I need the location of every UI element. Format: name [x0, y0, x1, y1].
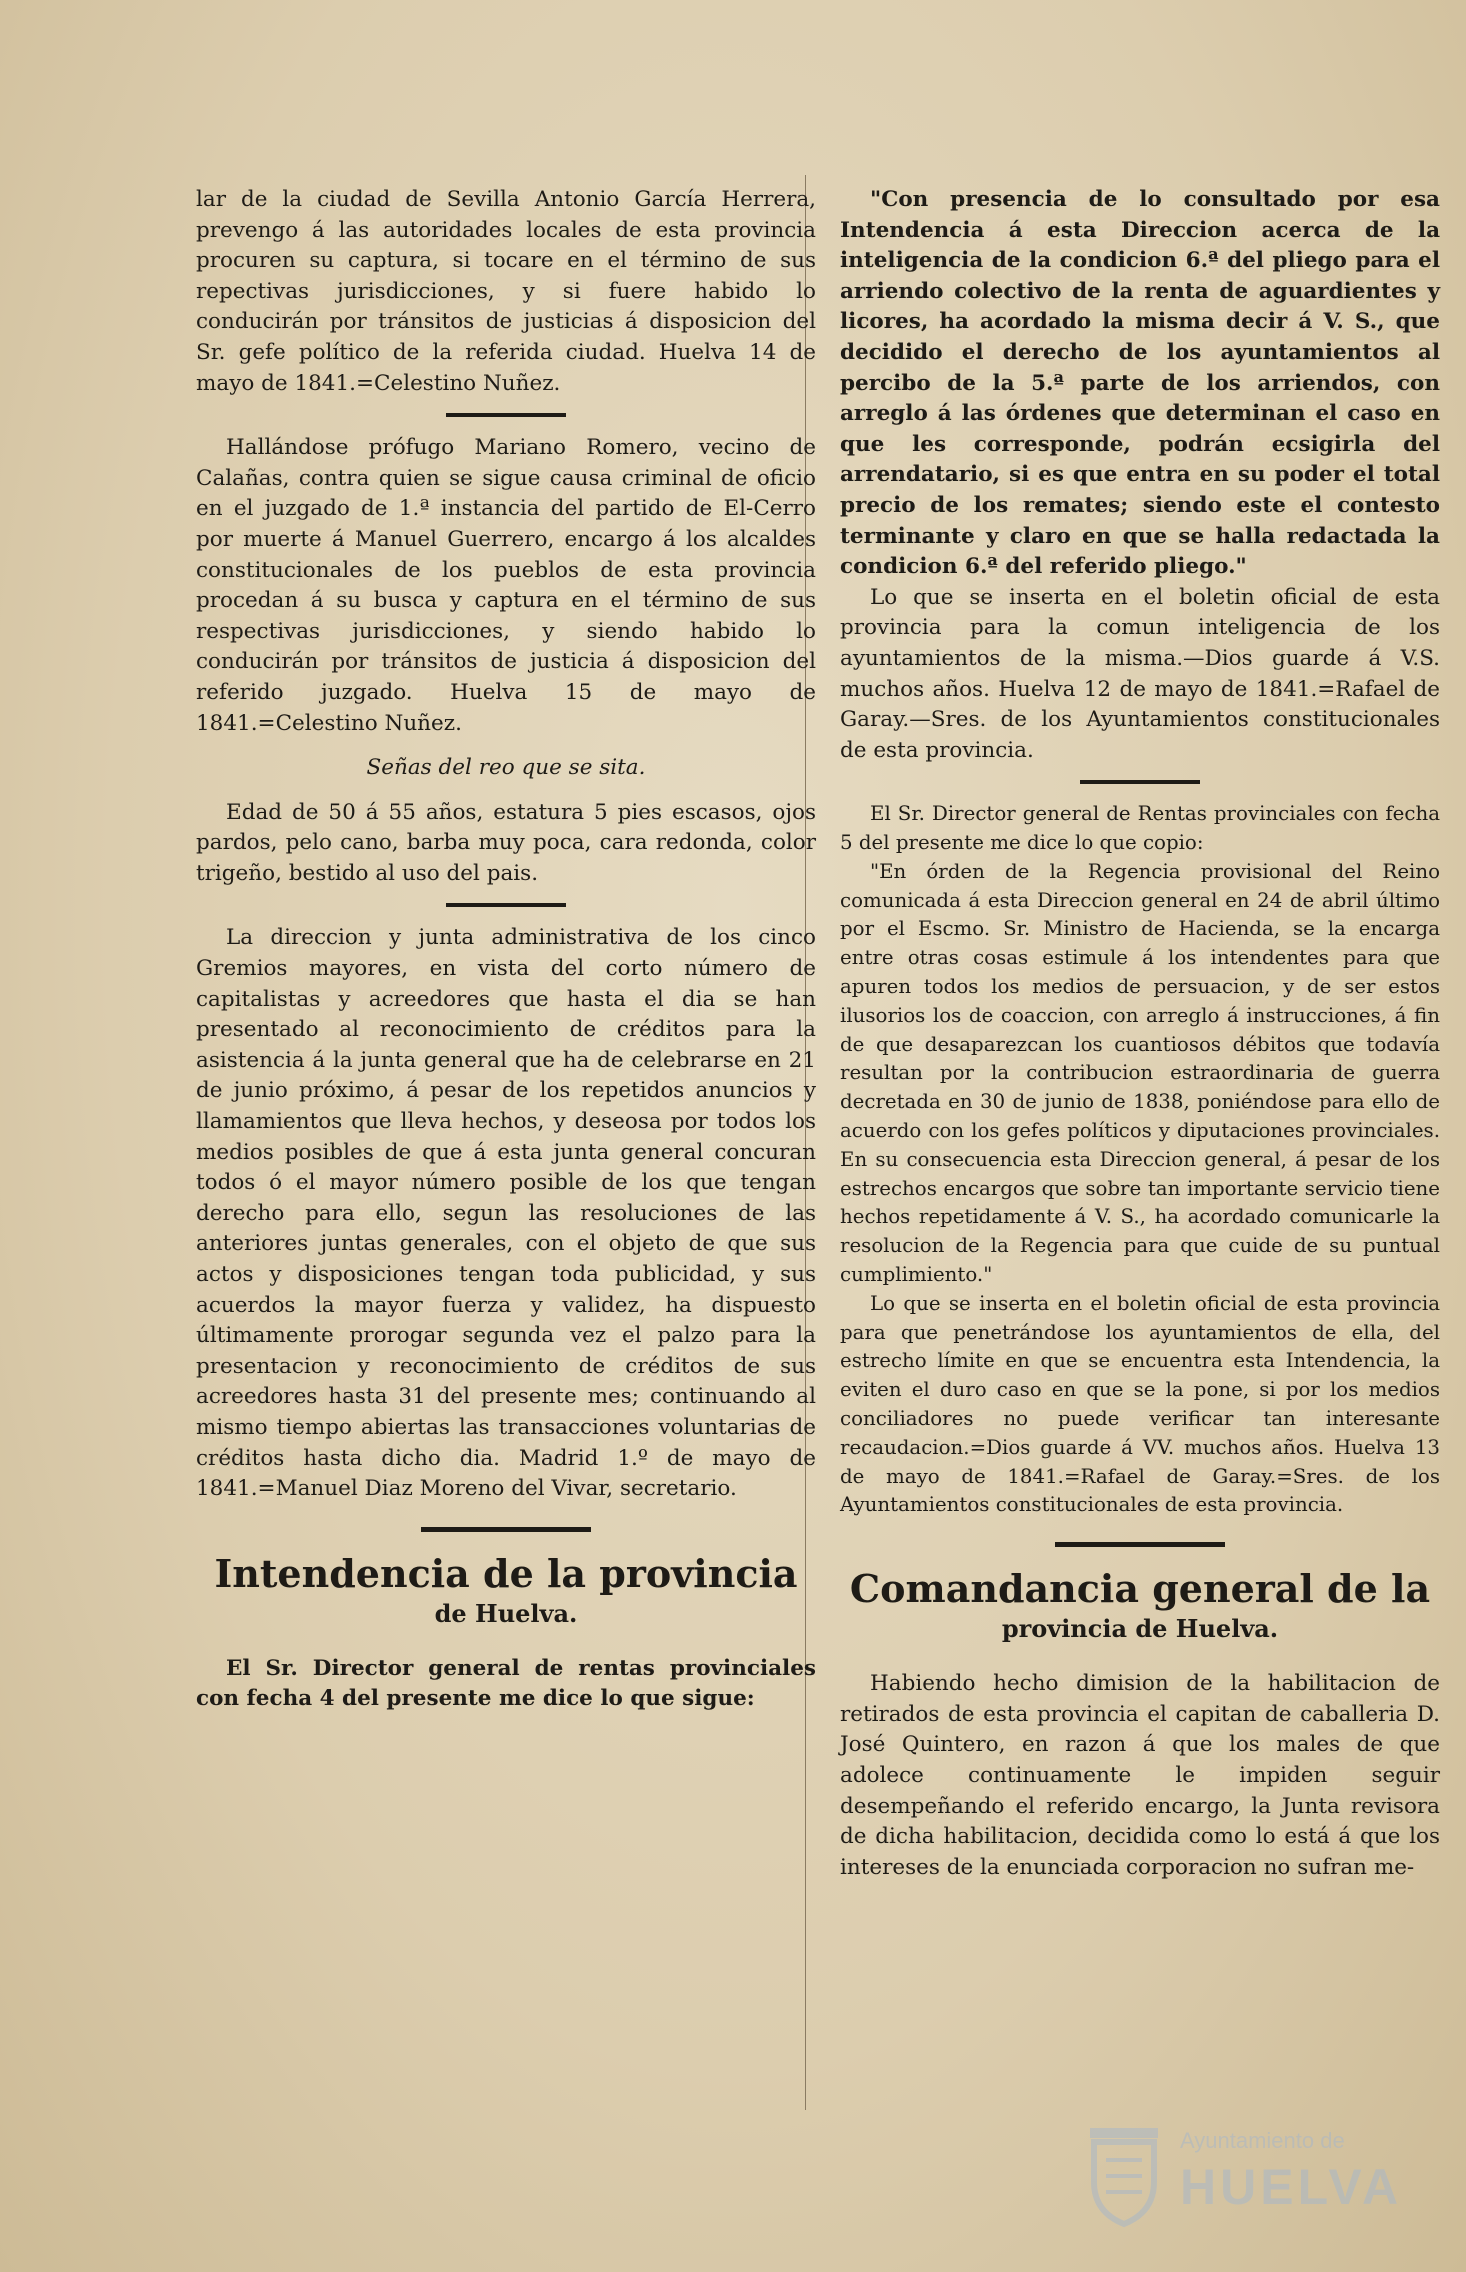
boletin-insert-paragraph-2: Lo que se inserta en el boletin oficial de esta provincia para que penetrándose los ayuntamientos de ella, del estrecho límite en que se encuentra esta Intendencia, la eviten el duro caso en que se la pone, si por los medios conciliadores no puede verificar tan interesante recaudacion.=Dios guarde á VV. muchos años. Huelva 13 de mayo de 1841.=Rafael de Garay.=Sres. de los Ayuntamientos constitucionales de esta provincia.: [840, 1291, 1440, 1517]
separator-rule: [446, 413, 566, 417]
watermark-line2: HUELVA: [1180, 2159, 1403, 2215]
comandancia-title: Comandancia general de la: [849, 1566, 1431, 1612]
boletin-insert-paragraph: Lo que se inserta en el boletin oficial de esta provincia para la comun inteligencia de los ayuntamientos de la misma.—Dios guarde á V.S. muchos años. Huelva 12 de mayo de 1841.=Rafael de Garay.—Sres. de los Ayuntamientos constitucionales de esta provincia.: [840, 584, 1440, 763]
separator-rule: [1055, 1542, 1225, 1547]
senas-description: Edad de 50 á 55 años, estatura 5 pies escasos, ojos pardos, pelo cano, barba muy poca, cara redonda, color trigeño, bestido al uso del pais.: [196, 799, 816, 886]
separator-rule: [421, 1527, 591, 1532]
right-column: [840, 185, 1440, 1883]
intendencia-subtitle: de Huelva.: [434, 1598, 578, 1628]
notice-romero-paragraph: Hallándose prófugo Mariano Romero, vecino de Calañas, contra quien se sigue causa criminal de oficio en el juzgado de 1.ª instancia del partido de El-Cerro por muerte á Manuel Guerrero, encargo á los alcaldes constitucionales de los pueblos de esta provincia procedan á su busca y captura en el término de sus respectivas jurisdicciones, y siendo habido lo conducirán por tránsitos de justicia á disposicion del referido juzgado. Huelva 15 de mayo de 1841.=Celestino Nuñez.: [196, 435, 816, 736]
separator-rule: [446, 903, 566, 907]
consulta-quote-paragraph: "Con presencia de lo consultado por esa Intendencia á esta Direccion acerca de la inteligencia de la condicion 6.ª del pliego para el arriendo colectivo de la renta de aguardientes y licores, ha acordado la misma decir á V. S., que decidido el derecho de los ayuntamientos al percibo de la 5.ª parte de los arriendos, con arreglo á las órdenes que determinan el caso en que les corresponde, podrán ecsigirla del arrendatario, si es que entra en su poder el total precio de los remates; siendo este el contesto terminante y claro en que se halla redactada la condicion 6.ª del referido pliego.": [840, 187, 1440, 580]
ayuntamiento-watermark: [1080, 2120, 1410, 2240]
regencia-quote-paragraph: "En órden de la Regencia provisional del Reino comunicada á esta Direccion general en 24 de abril último por el Escmo. Sr. Ministro de Hacienda, se la encarga entre otras cosas estimule á los intendentes para que apuren todos los medios de persuacion, y de ser estos ilusorios los de coaccion, con arreglo á instrucciones, á fin de que desaparezcan los cuantiosos débitos que todavía resultan por la contribucion estraordinaria de guerra decretada en 30 de junio de 1838, poniéndose para ello de acuerdo con los gefes políticos y diputaciones provinciales. En su consecuencia esta Direccion general, á pesar de los estrechos encargos que sobre tan importante servicio tiene hechos repetidamente á V. S., ha acordado comunicarle la resolucion de la Regencia para que cuide de su puntual cumplimiento.": [840, 859, 1440, 1287]
notice-sevilla-paragraph: lar de la ciudad de Sevilla Antonio García Herrera, prevengo á las autoridades locales de esta provincia procuren su captura, si tocare en el término de sus repectivas jurisdicciones, y si fuere habido lo conducirán por tránsitos de justicias á disposicion del Sr. gefe político de la referida ciudad. Huelva 14 de mayo de 1841.=Celestino Nuñez.: [196, 187, 816, 396]
watermark-line1: Ayuntamiento de: [1180, 2128, 1345, 2153]
comandancia-paragraph: Habiendo hecho dimision de la habilitacion de retirados de esta provincia el capitan de caballeria D. José Quintero, en razon á que los males de que adolece continuamente le impiden seguir desempeñando el referido encargo, la Junta revisora de dicha habilitacion, decidida como lo está á que los intereses de la enunciada corporacion no sufran me-: [840, 1671, 1440, 1880]
comandancia-subtitle: provincia de Huelva.: [1001, 1614, 1279, 1644]
separator-rule: [1080, 780, 1200, 784]
intendencia-title: Intendencia de la provincia: [214, 1550, 798, 1596]
director-rentas-paragraph: El Sr. Director general de Rentas provinciales con fecha 5 del presente me dice lo que copio:: [840, 802, 1440, 855]
gremios-notice-paragraph: La direccion y junta administrativa de los cinco Gremios mayores, en vista del corto número de capitalistas y acreedores que hasta el dia se han presentado al reconocimiento de créditos para la asistencia á la junta general que ha de celebrarse en 21 de junio próximo, á pesar de los repetidos anuncios y llamamientos que lleva hechos, y deseosa por todos los medios posibles de que á esta junta general concuran todos ó el mayor número posible de los que tengan derecho para ello, segun las resoluciones de las anteriores juntas generales, con el objeto de que sus actos y disposiciones tengan toda publicidad, y sus acuerdos la mayor fuerza y validez, ha dispuesto últimamente prorogar segunda vez el palzo para la presentacion y reconocimiento de créditos de sus acreedores hasta 31 del presente mes; continuando al mismo tiempo abiertas las transacciones voluntarias de créditos hasta dicho dia. Madrid 1.º de mayo de 1841.=Manuel Diaz Moreno del Vivar, secretario.: [196, 925, 816, 1502]
intendencia-intro-paragraph: El Sr. Director general de rentas provinciales con fecha 4 del presente me dice lo que sigue:: [196, 1655, 816, 1712]
left-column: [196, 185, 816, 1715]
senas-heading: Señas del reo que se sita.: [366, 755, 646, 781]
city-crest-icon: [1080, 2120, 1168, 2230]
